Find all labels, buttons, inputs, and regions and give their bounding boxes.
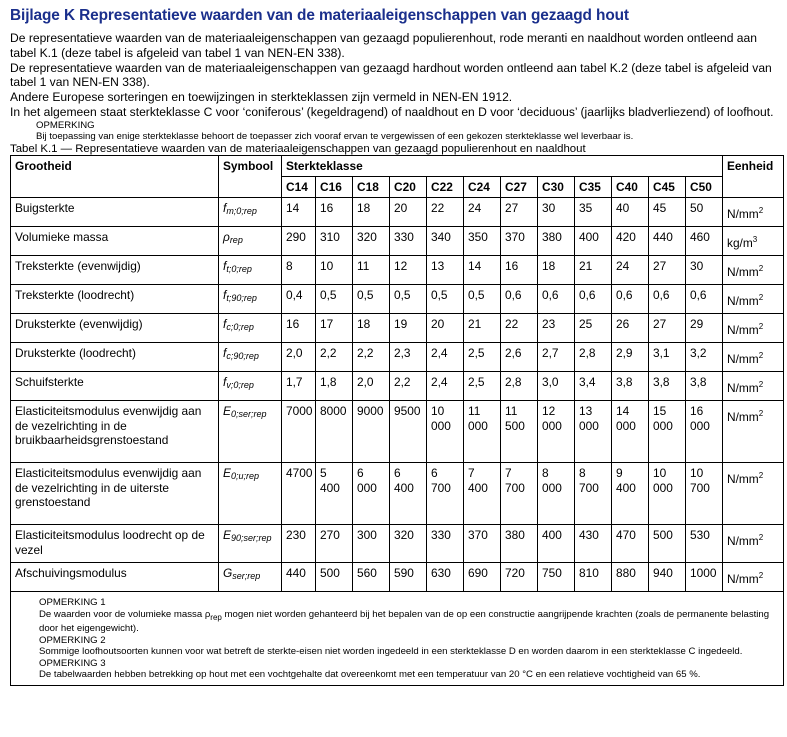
value-cell: 0,4 (282, 285, 316, 314)
value-cell: 24 (612, 256, 649, 285)
value-cell: 440 (282, 563, 316, 592)
property-symbol: $f_{t;90;rep}$ (219, 285, 282, 314)
value-cell: 26 (612, 314, 649, 343)
value-cell: 1000 (686, 563, 723, 592)
value-cell: 2,2 (316, 343, 353, 372)
value-cell: 10 000 (649, 463, 686, 525)
value-cell: 3,8 (649, 372, 686, 401)
value-cell: 0,6 (501, 285, 538, 314)
value-cell: 30 (686, 256, 723, 285)
value-cell: 7 700 (501, 463, 538, 525)
value-cell: 7 400 (464, 463, 501, 525)
value-cell: 420 (612, 227, 649, 256)
value-cell: 11 (353, 256, 390, 285)
value-cell: 15 000 (649, 401, 686, 463)
value-cell: 27 (649, 314, 686, 343)
value-cell: 0,6 (612, 285, 649, 314)
value-cell: 45 (649, 198, 686, 227)
value-cell: 14 (464, 256, 501, 285)
value-cell: 16 (282, 314, 316, 343)
table-row (11, 463, 784, 525)
note-line: OPMERKING 1 (39, 597, 106, 609)
note-line: De tabelwaarden hebben betrekking op hout met een vochtgehalte dat overeenkomt met een temperatuur van 20 °C en een relatieve vochtigheid van 65 %. (39, 669, 701, 681)
value-cell: 25 (575, 314, 612, 343)
value-cell: 27 (649, 256, 686, 285)
value-cell: 430 (575, 525, 612, 563)
property-symbol: $E_{90;ser;rep}$ (219, 525, 282, 563)
class-header: C16 (316, 177, 353, 198)
value-cell: 12 000 (538, 401, 575, 463)
value-cell: 810 (575, 563, 612, 592)
value-cell: 320 (353, 227, 390, 256)
value-cell: 3,8 (612, 372, 649, 401)
value-cell: 880 (612, 563, 649, 592)
property-symbol: $f_{c;90;rep}$ (219, 343, 282, 372)
value-cell: 10 000 (427, 401, 464, 463)
value-cell: 20 (427, 314, 464, 343)
properties-table (10, 155, 784, 685)
value-cell: 270 (316, 525, 353, 563)
table-notes (11, 592, 784, 685)
table-row (11, 227, 784, 256)
unit-cell: $N/mm^2$ (723, 401, 784, 463)
value-cell: 16 000 (686, 401, 723, 463)
value-cell: 9 400 (612, 463, 649, 525)
value-cell: 2,7 (538, 343, 575, 372)
note-line: OPMERKING 2 (39, 634, 106, 646)
value-cell: 340 (427, 227, 464, 256)
value-cell: 20 (390, 198, 427, 227)
value-cell: 0,6 (649, 285, 686, 314)
note-line: De waarden voor de volumieke massa $\rho_{rep}$ mogen niet worden gehanteerd bij het bepalen van de op een constructie aangrijpende krachten (zoals de permanente belasting door het eigengewicht). (39, 608, 770, 635)
property-symbol: $E_{0;u;rep}$ (219, 463, 282, 525)
value-cell: 18 (353, 314, 390, 343)
value-cell: 9000 (353, 401, 390, 463)
property-symbol: $G_{ser;rep}$ (219, 563, 282, 592)
class-header: C30 (538, 177, 575, 198)
value-cell: 12 (390, 256, 427, 285)
value-cell: 3,1 (649, 343, 686, 372)
property-symbol: $E_{0;ser;rep}$ (219, 401, 282, 463)
unit-cell: $N/mm^2$ (723, 463, 784, 525)
value-cell: 22 (501, 314, 538, 343)
value-cell: 1,7 (282, 372, 316, 401)
value-cell: 8 000 (538, 463, 575, 525)
value-cell: 530 (686, 525, 723, 563)
value-cell: 560 (353, 563, 390, 592)
value-cell: 7000 (282, 401, 316, 463)
property-name: Schuifsterkte (11, 372, 219, 401)
value-cell: 3,2 (686, 343, 723, 372)
note-heading: OPMERKING (36, 119, 95, 131)
value-cell: 6 000 (353, 463, 390, 525)
value-cell: 2,0 (353, 372, 390, 401)
value-cell: 330 (427, 525, 464, 563)
value-cell: 380 (501, 525, 538, 563)
value-cell: 0,6 (686, 285, 723, 314)
property-name: Afschuivingsmodulus (11, 563, 219, 592)
value-cell: 13 (427, 256, 464, 285)
value-cell: 500 (316, 563, 353, 592)
value-cell: 0,6 (575, 285, 612, 314)
value-cell: 2,8 (575, 343, 612, 372)
value-cell: 0,5 (390, 285, 427, 314)
value-cell: 290 (282, 227, 316, 256)
value-cell: 8 (282, 256, 316, 285)
value-cell: 320 (390, 525, 427, 563)
table-row (11, 401, 784, 463)
property-name: Elasticiteitsmodulus loodrecht op de vezel (11, 525, 219, 563)
value-cell: 21 (464, 314, 501, 343)
value-cell: 2,4 (427, 372, 464, 401)
class-header: C24 (464, 177, 501, 198)
property-name: Elasticiteitsmodulus evenwijdig aan de vezelrichting in de uiterste grenstoestand (11, 463, 219, 525)
property-name: Volumieke massa (11, 227, 219, 256)
note-text: Bij toepassing van enige sterkteklasse behoort de toepasser zich vooraf ervan te vergewissen of een gekozen sterkteklasse wel leverbaar is. (36, 131, 634, 143)
intro-paragraph: Andere Europese sorteringen en toewijzingen in sterkteklassen zijn vermeld in NEN-EN 1912. (10, 90, 513, 105)
class-header: C14 (282, 177, 316, 198)
intro-paragraph: De representatieve waarden van de materiaaleigenschappen van gezaagd hardhout worden ontleend aan tabel K.2 (deze tabel is afgeleid van tabel 1 van NEN-EN 338). (10, 60, 772, 90)
table-row (11, 525, 784, 563)
value-cell: 400 (575, 227, 612, 256)
value-cell: 2,2 (353, 343, 390, 372)
value-cell: 4700 (282, 463, 316, 525)
value-cell: 21 (575, 256, 612, 285)
value-cell: 17 (316, 314, 353, 343)
value-cell: 470 (612, 525, 649, 563)
value-cell: 300 (353, 525, 390, 563)
value-cell: 10 (316, 256, 353, 285)
value-cell: 14 000 (612, 401, 649, 463)
value-cell: 400 (538, 525, 575, 563)
value-cell: 2,3 (390, 343, 427, 372)
value-cell: 350 (464, 227, 501, 256)
class-header: C22 (427, 177, 464, 198)
value-cell: 2,0 (282, 343, 316, 372)
class-header: C27 (501, 177, 538, 198)
value-cell: 8000 (316, 401, 353, 463)
value-cell: 14 (282, 198, 316, 227)
value-cell: 2,2 (390, 372, 427, 401)
property-symbol: $f_{v;0;rep}$ (219, 372, 282, 401)
note-line: Sommige loofhoutsoorten kunnen voor wat betreft de sterkte-eisen niet worden ingedeeld in een sterkteklasse D en worden daarom in een sterkteklasse C ingedeeld. (39, 646, 743, 658)
value-cell: 940 (649, 563, 686, 592)
value-cell: 0,5 (464, 285, 501, 314)
value-cell: 18 (538, 256, 575, 285)
value-cell: 19 (390, 314, 427, 343)
value-cell: 6 700 (427, 463, 464, 525)
value-cell: 0,5 (353, 285, 390, 314)
table-row (11, 563, 784, 592)
value-cell: 440 (649, 227, 686, 256)
property-symbol: $\rho_{rep}$ (219, 227, 282, 256)
table-row (11, 343, 784, 372)
header-sterkteklasse: Sterkteklasse (282, 156, 723, 177)
value-cell: 0,5 (427, 285, 464, 314)
table-row (11, 256, 784, 285)
property-name: Treksterkte (evenwijdig) (11, 256, 219, 285)
value-cell: 2,8 (501, 372, 538, 401)
property-name: Druksterkte (loodrecht) (11, 343, 219, 372)
class-header: C18 (353, 177, 390, 198)
unit-cell: $N/mm^2$ (723, 285, 784, 314)
table-row (11, 372, 784, 401)
value-cell: 2,9 (612, 343, 649, 372)
unit-cell: $N/mm^2$ (723, 563, 784, 592)
property-symbol: $f_{c;0;rep}$ (219, 314, 282, 343)
value-cell: 2,5 (464, 343, 501, 372)
value-cell: 16 (316, 198, 353, 227)
value-cell: 11 500 (501, 401, 538, 463)
class-header: C35 (575, 177, 612, 198)
table-row (11, 198, 784, 227)
value-cell: 2,4 (427, 343, 464, 372)
value-cell: 380 (538, 227, 575, 256)
value-cell: 11 000 (464, 401, 501, 463)
value-cell: 370 (464, 525, 501, 563)
value-cell: 13 000 (575, 401, 612, 463)
value-cell: 2,6 (501, 343, 538, 372)
note-line: OPMERKING 3 (39, 657, 106, 669)
header-eenheid: Eenheid (723, 156, 784, 198)
page-title: Bijlage K Representatieve waarden van de materiaaleigenschappen van gezaagd hout (10, 7, 629, 24)
value-cell: 9500 (390, 401, 427, 463)
table-caption: Tabel K.1 — Representatieve waarden van de materiaaleigenschappen van gezaagd populierenhout en naaldhout (10, 142, 586, 155)
property-symbol: $f_{m;0;rep}$ (219, 198, 282, 227)
value-cell: 3,0 (538, 372, 575, 401)
property-name: Treksterkte (loodrecht) (11, 285, 219, 314)
value-cell: 40 (612, 198, 649, 227)
value-cell: 8 700 (575, 463, 612, 525)
value-cell: 460 (686, 227, 723, 256)
value-cell: 3,4 (575, 372, 612, 401)
value-cell: 590 (390, 563, 427, 592)
value-cell: 24 (464, 198, 501, 227)
unit-cell: $N/mm^2$ (723, 314, 784, 343)
property-name: Druksterkte (evenwijdig) (11, 314, 219, 343)
unit-cell: $N/mm^2$ (723, 525, 784, 563)
class-header: C50 (686, 177, 723, 198)
value-cell: 500 (649, 525, 686, 563)
property-symbol: $f_{t;0;rep}$ (219, 256, 282, 285)
value-cell: 370 (501, 227, 538, 256)
value-cell: 35 (575, 198, 612, 227)
intro (10, 31, 777, 120)
unit-cell: $N/mm^2$ (723, 343, 784, 372)
value-cell: 22 (427, 198, 464, 227)
value-cell: 230 (282, 525, 316, 563)
unit-cell: $N/mm^2$ (723, 372, 784, 401)
intro-paragraph: In het algemeen staat sterkteklasse C voor ‘coniferous’ (kegeldragend) of naaldhout en D voor ‘deciduous’ (jaarlijks bladverliezend) of loofhout. (10, 104, 774, 119)
value-cell: 720 (501, 563, 538, 592)
value-cell: 630 (427, 563, 464, 592)
value-cell: 23 (538, 314, 575, 343)
value-cell: 29 (686, 314, 723, 343)
intro-paragraph: De representatieve waarden van de materiaaleigenschappen van gezaagd populierenhout, rode meranti en naaldhout worden ontleend aan tabel K.1 (deze tabel is afgeleid van tabel 1 van NEN-EN 338). (10, 31, 757, 60)
value-cell: 690 (464, 563, 501, 592)
class-header: C40 (612, 177, 649, 198)
class-header: C20 (390, 177, 427, 198)
property-name: Buigsterkte (11, 198, 219, 227)
table-row (11, 314, 784, 343)
value-cell: 0,6 (538, 285, 575, 314)
value-cell: 750 (538, 563, 575, 592)
unit-cell: $N/mm^2$ (723, 256, 784, 285)
table-row (11, 285, 784, 314)
value-cell: 10 700 (686, 463, 723, 525)
value-cell: 50 (686, 198, 723, 227)
unit-cell: $kg/m^3$ (723, 227, 784, 256)
value-cell: 310 (316, 227, 353, 256)
unit-cell: $N/mm^2$ (723, 198, 784, 227)
value-cell: 16 (501, 256, 538, 285)
value-cell: 3,8 (686, 372, 723, 401)
value-cell: 30 (538, 198, 575, 227)
class-header: C45 (649, 177, 686, 198)
value-cell: 6 400 (390, 463, 427, 525)
property-name: Elasticiteitsmodulus evenwijdig aan de vezelrichting in de bruikbaarheidsgrenstoestand (11, 401, 219, 463)
value-cell: 27 (501, 198, 538, 227)
value-cell: 330 (390, 227, 427, 256)
header-grootheid: Grootheid (11, 156, 219, 198)
value-cell: 1,8 (316, 372, 353, 401)
header-symbool: Symbool (219, 156, 282, 198)
value-cell: 18 (353, 198, 390, 227)
value-cell: 5 400 (316, 463, 353, 525)
value-cell: 0,5 (316, 285, 353, 314)
value-cell: 2,5 (464, 372, 501, 401)
